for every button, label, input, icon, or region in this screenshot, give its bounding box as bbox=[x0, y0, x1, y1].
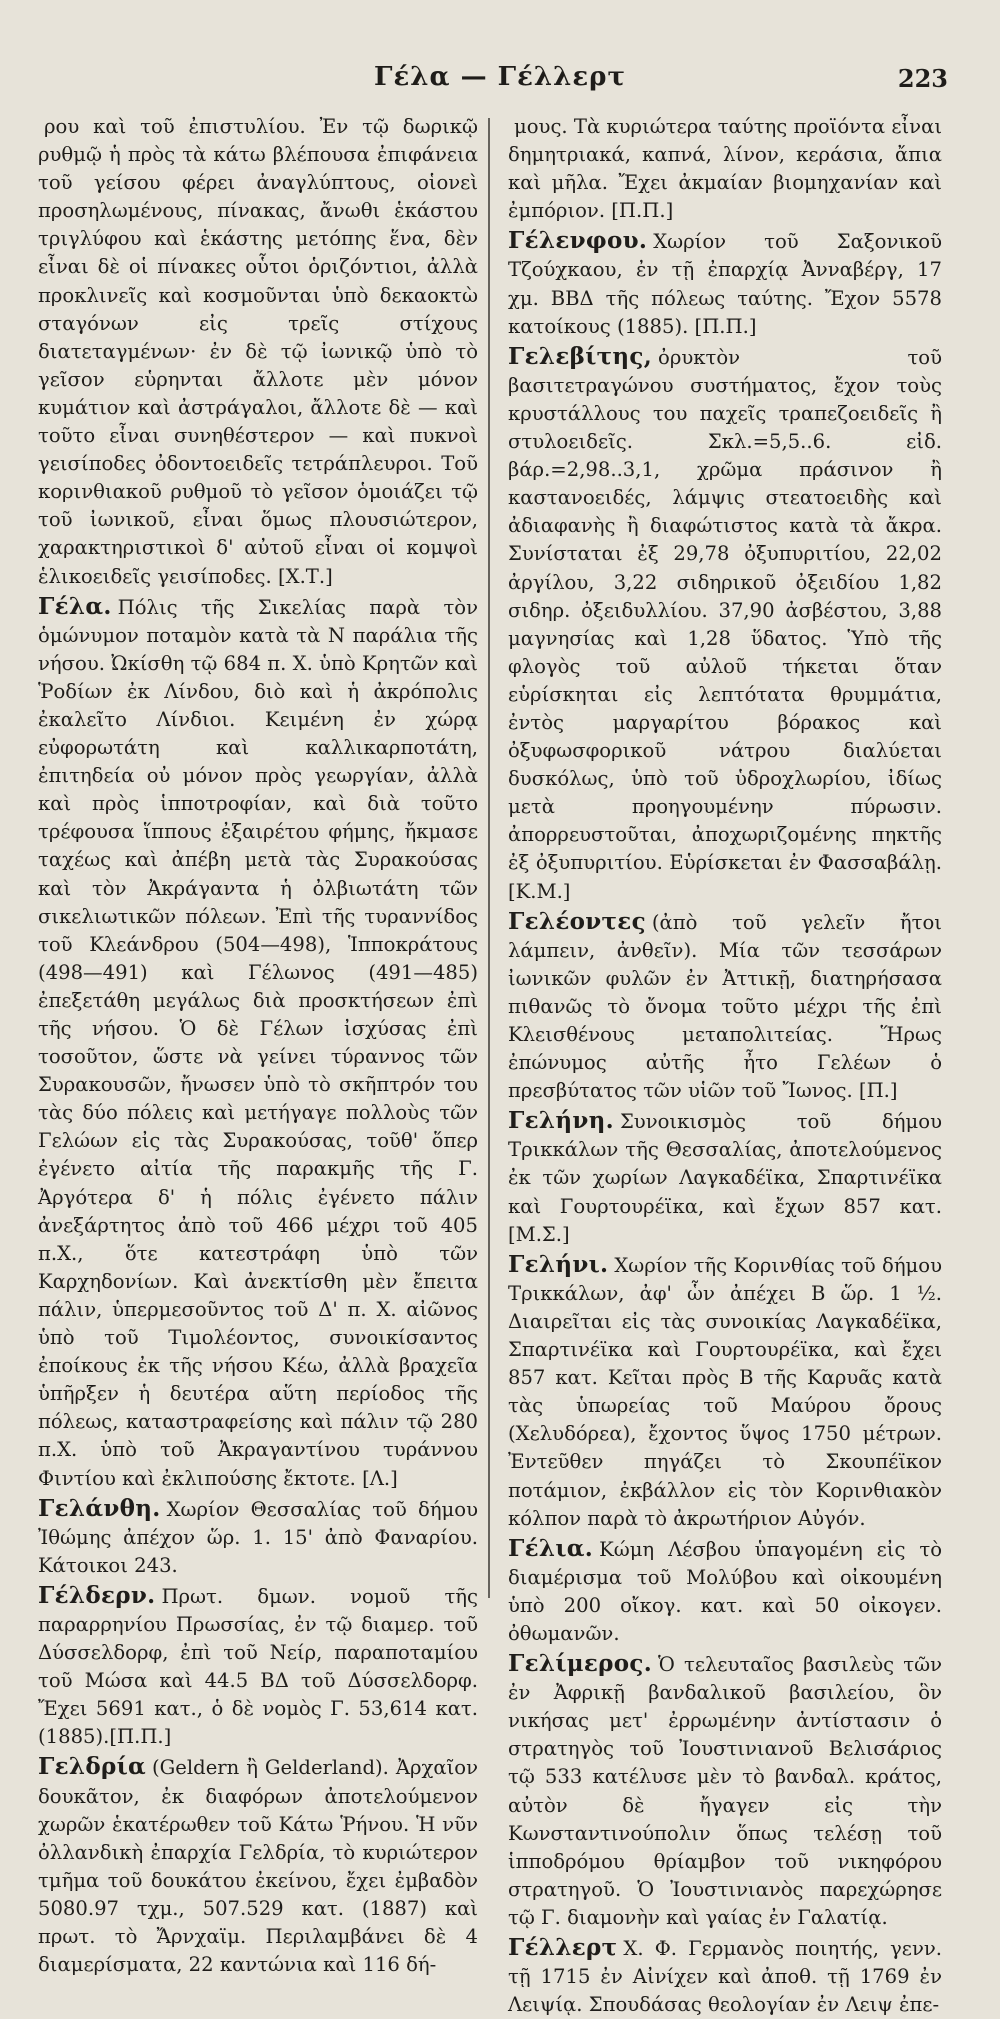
entry-text: Χωρίον τῆς Κορινθίας τοῦ δήμου Τρικκάλων, ἀφ' ὧν ἀπέχει Β ὥρ. 1 ½. Διαιρεῖται εἰς τὰς συνοικίας Λαγκαδέϊκα, Σπαρτινέϊκα καὶ Γουρτουρέϊκα, καὶ ἔχει 857 κατ. Κεῖται πρὸς Β τῆς Καρυᾶς κατὰ τὰς ὑπωρείας τοῦ Μαύρου ὄρους (Χελυδόρεα), ἔχοντος ὕψος 1750 μέτρων. Ἐντεῦθεν πηγάζει τὸ Σκουπέϊκον ποτάμιον, ἐκβάλλον εἰς τὸν Κορινθιακὸν κόλπον παρὰ τὸ ἀκρωτήριον Αὐγόν. bbox=[508, 1253, 942, 1530]
entry-text: Πόλις τῆς Σικελίας παρὰ τὸν ὁμώνυμον ποταμὸν κατὰ τὰ Ν παράλια τῆς νήσου. Ὠκίσθη τῷ 684 π. Χ. ὑπὸ Κρητῶν καὶ Ῥοδίων ἐκ Λίνδου, διὸ καὶ ἡ ἀκρόπολις ἐκαλεῖτο Λίνδιοι. Κειμένη ἐν χώρᾳ εὐφορωτάτη καὶ καλλικαρποτάτη, ἐπιτηδεία οὐ μόνον πρὸς γεωργίαν, ἀλλὰ καὶ πρὸς ἱπποτροφίαν, καὶ διὰ τοῦτο τρέφουσα ἵππους ἐξαιρέτου φήμης, ἤκμασε ταχέως καὶ ἀπέβη μετὰ τὰς Συρακούσας καὶ τὸν Ἀκράγαντα ἡ ὀλβιωτάτη τῶν σικελιωτικῶν πόλεων. Ἐπὶ τῆς τυραννίδος τοῦ Κλεάνδρου (504—498), Ἱπποκράτους (498—491) καὶ Γέλωνος (491—485) ἐπεξετάθη μεγάλως διὰ προσκτήσεων ἐπὶ τῆς νήσου. Ὁ δὲ Γέλων ἰσχύσας ἐπὶ τοσοῦτον, ὥστε νὰ γείνει τύραννος τῶν Συρακουσῶν, ἤνωσεν ὑπὸ τὸ σκῆπτρόν του τὰς δύο πόλεις καὶ μετήγαγε πολλοὺς τῶν Γελώων εἰς τὰς Συρακούσας, τοῦθ' ὅπερ ἐγένετο αἰτία τῆς παρακμῆς τῆς Γ. Ἀργότερα δ' ἡ πόλις ἐγένετο πάλιν ἀνεξάρτητος ἀπὸ τοῦ 466 μέχρι τοῦ 405 π.Χ., ὅτε κατεστράφη ὑπὸ τῶν Καρχηδονίων. Καὶ ἀνεκτίσθη μὲν ἔπειτα πάλιν, ὑπερμεσοῦντος τοῦ Δ' π. Χ. αἰῶνος ὑπὸ τοῦ Τιμολέοντος, συνοικίσαντος ἐποίκους ἐκ τῆς νήσου Κέω, ἀλλὰ βραχεῖα ὑπῆρξεν ἡ δευτέρα αὕτη περίοδος τῆς πόλεως, καταστραφείσης καὶ πάλιν τῷ 280 π.Χ. ὑπὸ τοῦ Ἀκραγαντίνου τυράννου Φιντίου καὶ ἐκλιπούσης ἔκτοτε. [Λ.] bbox=[38, 595, 478, 1490]
entry-lemma: Γελίμερος. bbox=[508, 1650, 653, 1678]
entry-text: Συνοικισμὸς τοῦ δήμου Τρικκάλων τῆς Θεσσαλίας, ἀποτελούμενος ἐκ τῶν χωρίων Λαγκαδέϊκα, Σπαρτινέϊκα καὶ Γουρτουρέϊκα, καὶ ἔχων 857 κατ. [Μ.Σ.] bbox=[508, 1110, 942, 1246]
entry-geldria bbox=[38, 1753, 478, 1979]
right-column bbox=[508, 112, 943, 2017]
entry-text: ὀρυκτὸν τοῦ βασιτετραγώνου συστήματος, ἔχον τοὺς κρυστάλλους του παχεῖς τραπεζοειδεῖς ἢ στυλοειδεῖς. Σκλ.=5,5..6. εἰδ. βάρ.=2,98..3,1, χρῶμα πράσινον ἢ καστανοειδές, λάμψις στεατοειδὴς καὶ ἀδιαφανὴς ἢ διαφώτιστος κατὰ τὰ ἄκρα. Συνίσταται ἐξ 29,78 ὀξυπυριτίου, 22,02 ἀργίλου, 3,22 σιδηρικοῦ ὀξειδίου 1,82 σιδηρ. ὀξειδυλλίου. 37,90 ἀσβέστου, 3,88 μαγνησίας καὶ 1,28 ὕδατος. Ὑπὸ τῆς φλογὸς τοῦ αὐλοῦ τήκεται ὅταν εὑρίσκηται εἰς λεπτότατα θρυμμάτια, ἐντὸς μαργαρίτου βόρακος καὶ ὀξυφωσφορικοῦ νάτρου διαλύεται δυσκόλως, ὑπὸ τοῦ ὑδροχλωρίου, ἰδίως μετὰ προηγουμένην πύρωσιν. ἀπορρευστοῦται, ἀποχωριζομένης πηκτῆς ἐξ ὀξυπυριτίου. Εὑρίσκεται ἐν Φασσαβάλῃ. [Κ.Μ.] bbox=[508, 345, 942, 903]
entry-geleni-korinthias bbox=[508, 1251, 942, 1533]
entry-text: Κώμη Λέσβου ὑπαγομένη εἰς τὸ διαμέρισμα τοῦ Μολύβου καὶ οἰκουμένη ὑπὸ 200 οἴκογ. κατ. καὶ 50 οἰκογεν. ὀθωμανῶν. bbox=[508, 1537, 942, 1645]
entry-lemma: Γέλλερτ bbox=[508, 1934, 618, 1961]
entry-geleni bbox=[508, 1107, 942, 1248]
entry-text: Χ. Φ. Γερμανὸς ποιητής, γενν. τῇ 1715 ἐν Αἰνίχεν καὶ ἀποθ. τῇ 1769 ἐν Λειψίᾳ. Σπουδάσας θεολογίαν ἐν Λειψ ἐπε- bbox=[508, 1937, 942, 2017]
entry-gelanthi bbox=[38, 1495, 478, 1580]
entry-lemma: Γελάνθη. bbox=[38, 1494, 161, 1522]
entry-lemma: Γελδρία bbox=[38, 1753, 147, 1781]
entry-gelevitis bbox=[508, 343, 942, 906]
entry-gellert bbox=[508, 1934, 942, 2019]
entry-continuation bbox=[508, 112, 942, 225]
entry-gelenau bbox=[508, 227, 942, 340]
page-number: 223 bbox=[897, 64, 948, 93]
entry-lemma: Γελήνι. bbox=[508, 1250, 609, 1278]
entry-continuation bbox=[38, 112, 478, 591]
entry-text: Χωρίον Θεσσαλίας τοῦ δήμου Ἰθώμης ἀπέχον ὥρ. 1. 15' ἀπὸ Φαναρίου. Κάτοικοι 243. bbox=[38, 1497, 478, 1577]
running-head bbox=[0, 62, 1000, 102]
entry-text: μους. Τὰ κυριώτερα ταύτης προϊόντα εἶναι δημητριακά, καπνά, λίνον, κεράσια, ἄπια καὶ μῆλα. Ἔχει ἀκμαίαν βιομηχανίαν καὶ ἐμπόριον. [Π.Π.] bbox=[508, 115, 943, 223]
entry-text: Χωρίον τοῦ Σαξονικοῦ Τζούχκαου, ἐν τῇ ἐπαρχίᾳ Ἀνναβέργ, 17 χμ. ΒΒΔ τῆς πόλεως ταύτης. Ἔχον 5578 κατοίκους (1885). [Π.Π.] bbox=[508, 230, 942, 338]
entry-lemma: Γέλια. bbox=[508, 1534, 594, 1562]
entry-lemma: Γέλα. bbox=[38, 592, 112, 620]
entry-lemma: Γελήνη. bbox=[508, 1107, 614, 1135]
entry-lemma: Γέλενφου. bbox=[508, 227, 648, 255]
entry-gelia bbox=[508, 1535, 942, 1648]
entry-text: (ἀπὸ τοῦ γελεῖν ἤτοι λάμπειν, ἀνθεῖν). Μία τῶν τεσσάρων ἰωνικῶν φυλῶν ἐν Ἀττικῇ, διατηρήσασα πιθανῶς τὸ ὄνομα τοῦτο μέχρι τῆς ἐπὶ Κλεισθένους μεταπολιτείας. Ἥρως ἐπώνυμος αὐτῆς ἦτο Γελέων ὁ πρεσβύτατος τῶν υἱῶν τοῦ Ἴωνος. [Π.] bbox=[508, 910, 942, 1103]
entry-geldern bbox=[38, 1582, 478, 1752]
entry-geleontes bbox=[508, 908, 942, 1106]
column-divider bbox=[488, 118, 490, 1598]
left-column bbox=[38, 112, 478, 1977]
entry-gelimeros bbox=[508, 1650, 942, 1932]
entry-text: (Geldern ἢ Gelderland). Ἀρχαῖον δουκᾶτον, ἐκ διαφόρων ἀποτελούμενον χωρῶν ἑκατέρωθεν τοῦ Κάτω Ῥήνου. Ἡ νῦν ὀλλανδικὴ ἐπαρχία Γελδρία, τὸ κυριώτερον τμῆμα τοῦ δουκάτου ἐκείνου, ἔχει ἐμβαδὸν 5080.97 τχμ., 507.529 κατ. (1887) καὶ πρωτ. τὸ Ἄρνχαϊμ. Περιλαμβάνει δὲ 4 διαμερίσματα, 22 καντώνια καὶ 116 δή- bbox=[38, 1756, 478, 1977]
page-title: Γέλα — Γέλλερτ bbox=[374, 62, 626, 92]
entry-text: ρου καὶ τοῦ ἐπιστυλίου. Ἐν τῷ δωρικῷ ρυθμῷ ἡ πρὸς τὰ κάτω βλέπουσα ἐπιφάνεια τοῦ γείσου φέρει ἀναγλύπτους, οἱονεὶ προσηλωμένους, πίνακας, ἄνωθι ἑκάστου τριγλύφου καὶ ἑκάστης μετόπης ἕνα, δὲν εἶναι δὲ οἱ πίνακες οὗτοι ὁριζόντιοι, ἀλλὰ προκλινεῖς καὶ κοσμοῦνται ὑπὸ δεκαοκτὼ σταγόνων εἰς τρεῖς στίχους διατεταγμένων· ἐν δὲ τῷ ἰωνικῷ ὑπὸ τὸ γεῖσον εὑρηνται ἄλλοτε μὲν μόνον κυμάτιον καὶ ἀστράγαλοι, ἄλλοτε δὲ — καὶ τοῦτο εἶναι συνηθέστερον — καὶ πυκνοὶ γεισίποδες ὀδοντοειδεῖς τετράπλευροι. Τοῦ κορινθιακοῦ ρυθμοῦ τὸ γεῖσον ὁμοιάζει τῷ τοῦ ἰωνικοῦ, εἶναι ὅμως πλουσιώτερον, χαρακτηριστικοὶ δ' αὐτοῦ εἶναι οἱ κομψοὶ ἑλικοειδεῖς γεισίποδες. [Χ.Τ.] bbox=[38, 115, 478, 588]
entry-text: Πρωτ. δμων. νομοῦ τῆς παραρρηνίου Πρωσσίας, ἐν τῷ διαμερ. τοῦ Δύσσελδορφ, ἐπὶ τοῦ Νείρ, παραποταμίου τοῦ Μώσα καὶ 44.5 ΒΔ τοῦ Δύσσελδορφ. Ἔχει 5691 κατ., ὁ δὲ νομὸς Γ. 53,614 κατ.(1885).[Π.Π.] bbox=[38, 1584, 478, 1749]
entry-lemma: Γέλδερν. bbox=[38, 1581, 156, 1609]
entry-lemma: Γελεβίτης, bbox=[508, 342, 653, 370]
entry-text: Ὁ τελευταῖος βασιλεὺς τῶν ἐν Ἀφρικῇ βανδαλικοῦ βασιλείου, ὃν νικήσας μετ' ἐρρωμένην ἀντίστασιν ὁ στρατηγὸς τοῦ Ἰουστινιανοῦ Βελισάριος τῷ 533 κατέλυσε μὲν τὸ βανδαλ. κράτος, αὐτὸν δὲ ἤγαγεν εἰς τὴν Κωνσταντινούπολιν ὅπως τελέσῃ τοῦ ἱπποδρόμου θρίαμβον τοῦ νικηφόρου στρατηγοῦ. Ὁ Ἰουστινιανὸς παρεχώρησε τῷ Γ. διαμονὴν καὶ γαίας ἐν Γαλατίᾳ. bbox=[508, 1653, 942, 1929]
entry-gela bbox=[38, 593, 478, 1493]
entry-lemma: Γελέοντες bbox=[508, 907, 646, 935]
